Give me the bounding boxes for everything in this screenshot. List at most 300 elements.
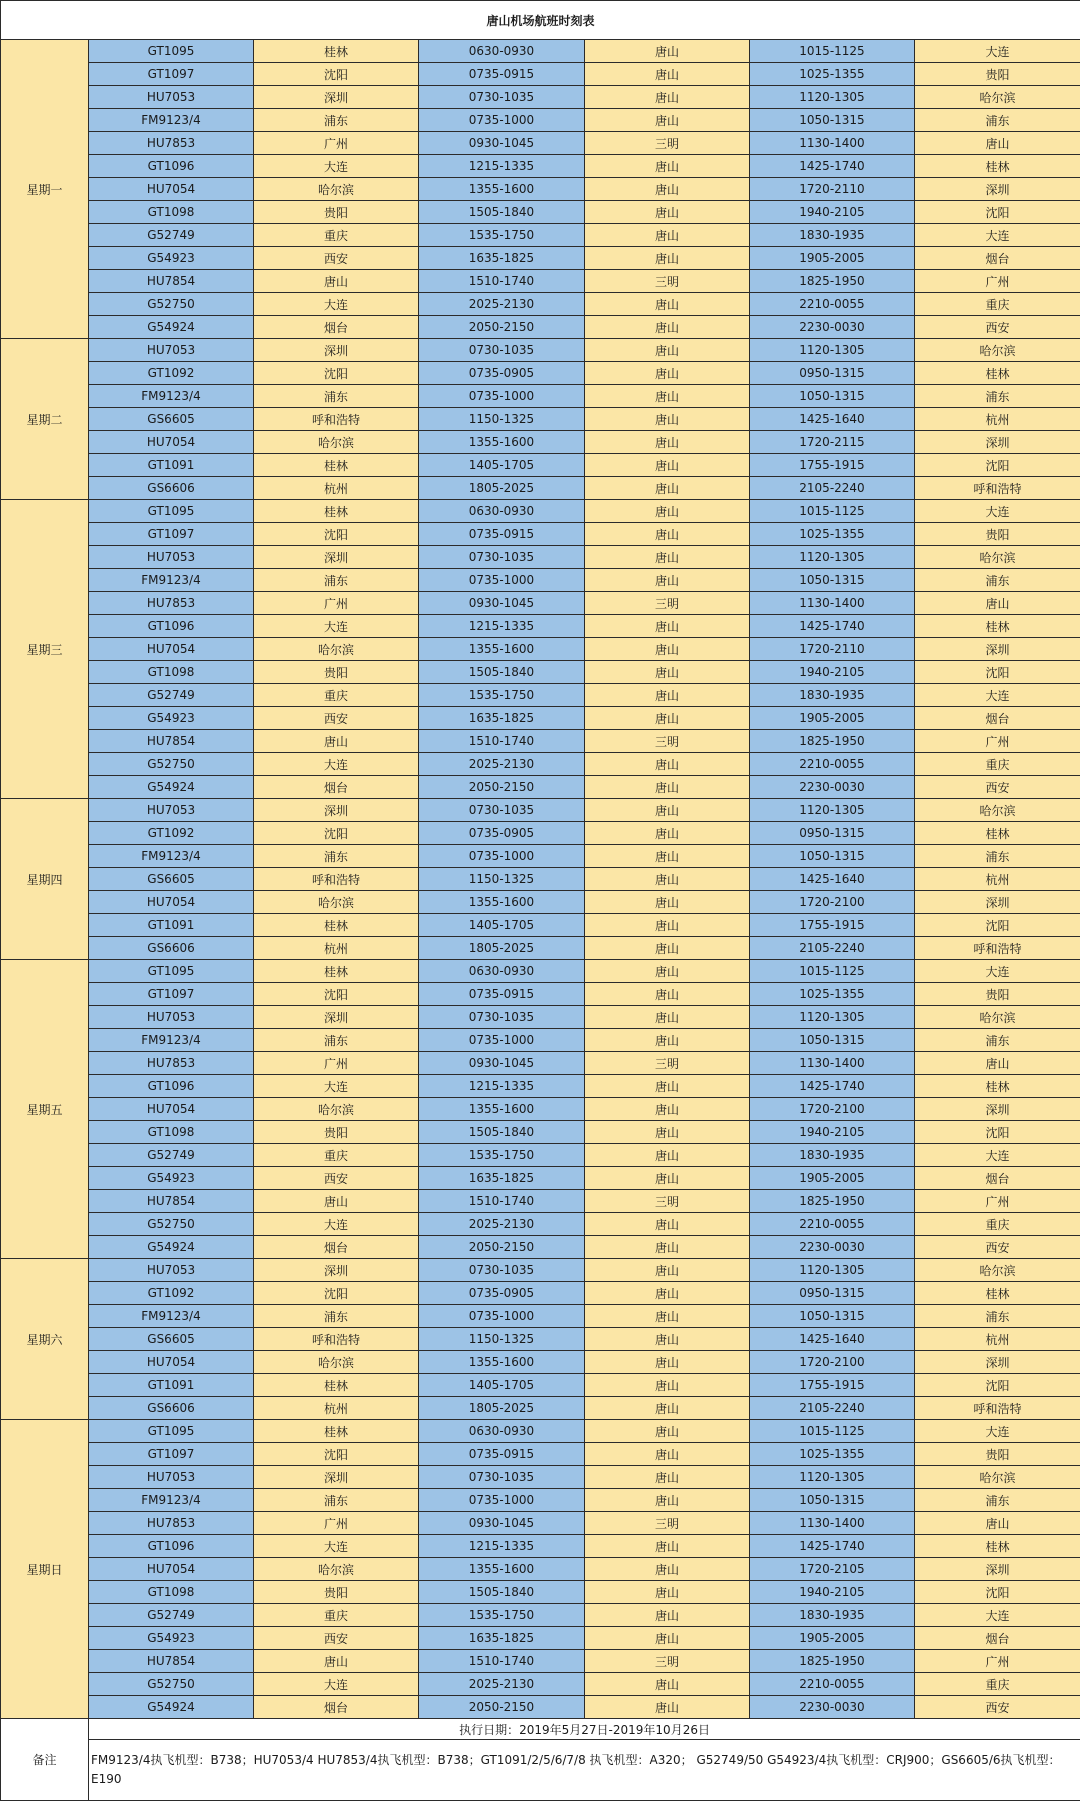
origin-cell: 西安 xyxy=(254,1167,419,1190)
stop-cell: 唐山 xyxy=(585,1351,750,1374)
flight-number-cell: GT1098 xyxy=(89,1121,254,1144)
arrival-time-cell: 1825-1950 xyxy=(750,270,915,293)
destination-cell: 深圳 xyxy=(915,1351,1080,1374)
departure-time-cell: 0735-1000 xyxy=(419,845,585,868)
stop-cell: 三明 xyxy=(585,1650,750,1673)
destination-cell: 广州 xyxy=(915,1650,1080,1673)
departure-time-cell: 0730-1035 xyxy=(419,1259,585,1282)
destination-cell: 杭州 xyxy=(915,868,1080,891)
flight-row xyxy=(1,247,1080,270)
flight-number-cell: G52749 xyxy=(89,684,254,707)
flight-number-cell: GT1097 xyxy=(89,63,254,86)
departure-time-cell: 1505-1840 xyxy=(419,201,585,224)
origin-cell: 深圳 xyxy=(254,1466,419,1489)
stop-cell: 唐山 xyxy=(585,1374,750,1397)
destination-cell: 唐山 xyxy=(915,592,1080,615)
departure-time-cell: 1405-1705 xyxy=(419,454,585,477)
stop-cell: 唐山 xyxy=(585,293,750,316)
flight-row xyxy=(1,1627,1080,1650)
departure-time-cell: 1510-1740 xyxy=(419,270,585,293)
departure-time-cell: 0735-1000 xyxy=(419,569,585,592)
destination-cell: 桂林 xyxy=(915,1282,1080,1305)
flight-number-cell: HU7054 xyxy=(89,891,254,914)
stop-cell: 唐山 xyxy=(585,845,750,868)
flight-row xyxy=(1,1052,1080,1075)
arrival-time-cell: 1050-1315 xyxy=(750,569,915,592)
departure-time-cell: 0930-1045 xyxy=(419,592,585,615)
destination-cell: 贵阳 xyxy=(915,523,1080,546)
flight-number-cell: GT1098 xyxy=(89,201,254,224)
departure-time-cell: 1510-1740 xyxy=(419,730,585,753)
origin-cell: 沈阳 xyxy=(254,63,419,86)
origin-cell: 桂林 xyxy=(254,454,419,477)
arrival-time-cell: 1130-1400 xyxy=(750,1052,915,1075)
destination-cell: 西安 xyxy=(915,1696,1080,1719)
origin-cell: 烟台 xyxy=(254,1696,419,1719)
flight-row xyxy=(1,1098,1080,1121)
arrival-time-cell: 1050-1315 xyxy=(750,1029,915,1052)
origin-cell: 沈阳 xyxy=(254,362,419,385)
stop-cell: 唐山 xyxy=(585,1420,750,1443)
effective-date-line: 执行日期：2019年5月27日-2019年10月26日 xyxy=(89,1719,1080,1740)
flight-row xyxy=(1,270,1080,293)
flight-row xyxy=(1,1604,1080,1627)
flight-row xyxy=(1,1512,1080,1535)
arrival-time-cell: 1830-1935 xyxy=(750,224,915,247)
destination-cell: 哈尔滨 xyxy=(915,546,1080,569)
stop-cell: 唐山 xyxy=(585,799,750,822)
arrival-time-cell: 1120-1305 xyxy=(750,1466,915,1489)
arrival-time-cell: 1425-1640 xyxy=(750,1328,915,1351)
departure-time-cell: 1405-1705 xyxy=(419,914,585,937)
destination-cell: 烟台 xyxy=(915,1627,1080,1650)
flight-number-cell: G52750 xyxy=(89,293,254,316)
flight-row xyxy=(1,1305,1080,1328)
flight-number-cell: GT1091 xyxy=(89,454,254,477)
departure-time-cell: 1635-1825 xyxy=(419,707,585,730)
flight-row xyxy=(1,615,1080,638)
stop-cell: 唐山 xyxy=(585,109,750,132)
departure-time-cell: 0730-1035 xyxy=(419,546,585,569)
flight-row xyxy=(1,1397,1080,1420)
arrival-time-cell: 1120-1305 xyxy=(750,339,915,362)
flight-row xyxy=(1,1144,1080,1167)
flight-row xyxy=(1,431,1080,454)
departure-time-cell: 1215-1335 xyxy=(419,1075,585,1098)
flight-row xyxy=(1,546,1080,569)
flight-number-cell: GT1095 xyxy=(89,1420,254,1443)
stop-cell: 唐山 xyxy=(585,477,750,500)
arrival-time-cell: 1905-2005 xyxy=(750,247,915,270)
weekday-label: 星期一 xyxy=(1,40,89,339)
origin-cell: 浦东 xyxy=(254,109,419,132)
flight-number-cell: GS6605 xyxy=(89,408,254,431)
stop-cell: 唐山 xyxy=(585,247,750,270)
arrival-time-cell: 1905-2005 xyxy=(750,707,915,730)
flight-row xyxy=(1,1075,1080,1098)
destination-cell: 沈阳 xyxy=(915,201,1080,224)
flight-number-cell: G54923 xyxy=(89,707,254,730)
arrival-time-cell: 1425-1740 xyxy=(750,615,915,638)
flight-row xyxy=(1,1374,1080,1397)
departure-time-cell: 0930-1045 xyxy=(419,1512,585,1535)
arrival-time-cell: 1755-1915 xyxy=(750,1374,915,1397)
arrival-time-cell: 1940-2105 xyxy=(750,201,915,224)
arrival-time-cell: 1025-1355 xyxy=(750,1443,915,1466)
origin-cell: 贵阳 xyxy=(254,201,419,224)
destination-cell: 重庆 xyxy=(915,293,1080,316)
flight-row xyxy=(1,63,1080,86)
departure-time-cell: 1355-1600 xyxy=(419,1351,585,1374)
departure-time-cell: 2050-2150 xyxy=(419,1236,585,1259)
stop-cell: 唐山 xyxy=(585,983,750,1006)
destination-cell: 大连 xyxy=(915,684,1080,707)
departure-time-cell: 1635-1825 xyxy=(419,1627,585,1650)
arrival-time-cell: 1120-1305 xyxy=(750,86,915,109)
origin-cell: 烟台 xyxy=(254,776,419,799)
departure-time-cell: 0730-1035 xyxy=(419,1466,585,1489)
arrival-time-cell: 1755-1915 xyxy=(750,914,915,937)
flight-number-cell: FM9123/4 xyxy=(89,845,254,868)
origin-cell: 大连 xyxy=(254,753,419,776)
arrival-time-cell: 1830-1935 xyxy=(750,1144,915,1167)
flight-row xyxy=(1,569,1080,592)
arrival-time-cell: 1755-1915 xyxy=(750,454,915,477)
origin-cell: 浦东 xyxy=(254,1489,419,1512)
flight-row xyxy=(1,983,1080,1006)
destination-cell: 贵阳 xyxy=(915,983,1080,1006)
origin-cell: 重庆 xyxy=(254,684,419,707)
flight-row xyxy=(1,408,1080,431)
destination-cell: 贵阳 xyxy=(915,1443,1080,1466)
flight-row xyxy=(1,1420,1080,1443)
origin-cell: 浦东 xyxy=(254,845,419,868)
stop-cell: 三明 xyxy=(585,270,750,293)
flight-row xyxy=(1,822,1080,845)
origin-cell: 沈阳 xyxy=(254,1282,419,1305)
flight-row xyxy=(1,730,1080,753)
flight-number-cell: FM9123/4 xyxy=(89,569,254,592)
origin-cell: 大连 xyxy=(254,155,419,178)
origin-cell: 大连 xyxy=(254,1075,419,1098)
flight-number-cell: GS6605 xyxy=(89,1328,254,1351)
stop-cell: 唐山 xyxy=(585,1121,750,1144)
origin-cell: 桂林 xyxy=(254,40,419,63)
departure-time-cell: 1355-1600 xyxy=(419,178,585,201)
destination-cell: 呼和浩特 xyxy=(915,477,1080,500)
destination-cell: 重庆 xyxy=(915,1213,1080,1236)
origin-cell: 唐山 xyxy=(254,1650,419,1673)
departure-time-cell: 1510-1740 xyxy=(419,1650,585,1673)
departure-time-cell: 1510-1740 xyxy=(419,1190,585,1213)
departure-time-cell: 0630-0930 xyxy=(419,40,585,63)
flight-number-cell: GT1098 xyxy=(89,1581,254,1604)
origin-cell: 大连 xyxy=(254,1535,419,1558)
flight-row xyxy=(1,339,1080,362)
departure-time-cell: 1535-1750 xyxy=(419,1604,585,1627)
destination-cell: 桂林 xyxy=(915,1535,1080,1558)
departure-time-cell: 0630-0930 xyxy=(419,500,585,523)
stop-cell: 唐山 xyxy=(585,178,750,201)
origin-cell: 深圳 xyxy=(254,546,419,569)
origin-cell: 桂林 xyxy=(254,500,419,523)
destination-cell: 深圳 xyxy=(915,431,1080,454)
arrival-time-cell: 2105-2240 xyxy=(750,937,915,960)
destination-cell: 哈尔滨 xyxy=(915,86,1080,109)
flight-row xyxy=(1,592,1080,615)
flight-row xyxy=(1,684,1080,707)
arrival-time-cell: 1130-1400 xyxy=(750,132,915,155)
destination-cell: 哈尔滨 xyxy=(915,339,1080,362)
origin-cell: 杭州 xyxy=(254,937,419,960)
departure-time-cell: 1215-1335 xyxy=(419,155,585,178)
flight-row xyxy=(1,1351,1080,1374)
origin-cell: 浦东 xyxy=(254,569,419,592)
stop-cell: 唐山 xyxy=(585,1558,750,1581)
destination-cell: 唐山 xyxy=(915,1052,1080,1075)
flight-number-cell: HU7053 xyxy=(89,546,254,569)
stop-cell: 唐山 xyxy=(585,1489,750,1512)
flight-number-cell: GT1096 xyxy=(89,615,254,638)
departure-time-cell: 0735-1000 xyxy=(419,1489,585,1512)
origin-cell: 浦东 xyxy=(254,1305,419,1328)
flight-row xyxy=(1,799,1080,822)
departure-time-cell: 0730-1035 xyxy=(419,799,585,822)
stop-cell: 唐山 xyxy=(585,638,750,661)
flight-number-cell: HU7854 xyxy=(89,730,254,753)
destination-cell: 西安 xyxy=(915,776,1080,799)
origin-cell: 贵阳 xyxy=(254,1121,419,1144)
origin-cell: 杭州 xyxy=(254,1397,419,1420)
stop-cell: 唐山 xyxy=(585,1167,750,1190)
flight-row xyxy=(1,1190,1080,1213)
origin-cell: 贵阳 xyxy=(254,661,419,684)
flight-row xyxy=(1,1121,1080,1144)
flight-row xyxy=(1,224,1080,247)
stop-cell: 唐山 xyxy=(585,1236,750,1259)
departure-time-cell: 1805-2025 xyxy=(419,477,585,500)
stop-cell: 唐山 xyxy=(585,86,750,109)
stop-cell: 唐山 xyxy=(585,316,750,339)
origin-cell: 哈尔滨 xyxy=(254,1351,419,1374)
departure-time-cell: 1150-1325 xyxy=(419,868,585,891)
stop-cell: 唐山 xyxy=(585,1535,750,1558)
departure-time-cell: 0735-0915 xyxy=(419,1443,585,1466)
destination-cell: 哈尔滨 xyxy=(915,1259,1080,1282)
arrival-time-cell: 2230-0030 xyxy=(750,1236,915,1259)
destination-cell: 沈阳 xyxy=(915,1374,1080,1397)
destination-cell: 广州 xyxy=(915,1190,1080,1213)
departure-time-cell: 1805-2025 xyxy=(419,1397,585,1420)
stop-cell: 唐山 xyxy=(585,1696,750,1719)
arrival-time-cell: 1025-1355 xyxy=(750,983,915,1006)
arrival-time-cell: 1015-1125 xyxy=(750,500,915,523)
arrival-time-cell: 2210-0055 xyxy=(750,753,915,776)
stop-cell: 唐山 xyxy=(585,1282,750,1305)
flight-number-cell: HU7853 xyxy=(89,1512,254,1535)
stop-cell: 唐山 xyxy=(585,1466,750,1489)
destination-cell: 大连 xyxy=(915,224,1080,247)
flight-number-cell: HU7054 xyxy=(89,1351,254,1374)
destination-cell: 贵阳 xyxy=(915,63,1080,86)
destination-cell: 西安 xyxy=(915,1236,1080,1259)
flight-number-cell: HU7053 xyxy=(89,1466,254,1489)
stop-cell: 唐山 xyxy=(585,155,750,178)
destination-cell: 烟台 xyxy=(915,707,1080,730)
stop-cell: 唐山 xyxy=(585,1305,750,1328)
departure-time-cell: 1535-1750 xyxy=(419,224,585,247)
flight-row xyxy=(1,638,1080,661)
flight-row xyxy=(1,1673,1080,1696)
flight-number-cell: GT1091 xyxy=(89,914,254,937)
flight-row xyxy=(1,132,1080,155)
flight-number-cell: G52750 xyxy=(89,753,254,776)
origin-cell: 杭州 xyxy=(254,477,419,500)
destination-cell: 大连 xyxy=(915,500,1080,523)
flight-row xyxy=(1,155,1080,178)
arrival-time-cell: 2210-0055 xyxy=(750,1213,915,1236)
arrival-time-cell: 1905-2005 xyxy=(750,1627,915,1650)
departure-time-cell: 0930-1045 xyxy=(419,1052,585,1075)
departure-time-cell: 0730-1035 xyxy=(419,339,585,362)
origin-cell: 浦东 xyxy=(254,385,419,408)
origin-cell: 大连 xyxy=(254,1213,419,1236)
arrival-time-cell: 1720-2110 xyxy=(750,178,915,201)
stop-cell: 唐山 xyxy=(585,1328,750,1351)
flight-number-cell: GT1095 xyxy=(89,960,254,983)
flight-number-cell: FM9123/4 xyxy=(89,1029,254,1052)
flight-row xyxy=(1,1558,1080,1581)
stop-cell: 唐山 xyxy=(585,1581,750,1604)
origin-cell: 沈阳 xyxy=(254,523,419,546)
destination-cell: 浦东 xyxy=(915,385,1080,408)
departure-time-cell: 1355-1600 xyxy=(419,1558,585,1581)
flight-number-cell: HU7053 xyxy=(89,1259,254,1282)
arrival-time-cell: 1025-1355 xyxy=(750,63,915,86)
flight-row xyxy=(1,661,1080,684)
arrival-time-cell: 1720-2105 xyxy=(750,1558,915,1581)
origin-cell: 呼和浩特 xyxy=(254,1328,419,1351)
arrival-time-cell: 1720-2115 xyxy=(750,431,915,454)
arrival-time-cell: 1425-1640 xyxy=(750,408,915,431)
departure-time-cell: 1355-1600 xyxy=(419,891,585,914)
departure-time-cell: 1215-1335 xyxy=(419,1535,585,1558)
stop-cell: 唐山 xyxy=(585,454,750,477)
stop-cell: 唐山 xyxy=(585,822,750,845)
arrival-time-cell: 1050-1315 xyxy=(750,1305,915,1328)
departure-time-cell: 0735-0905 xyxy=(419,362,585,385)
destination-cell: 沈阳 xyxy=(915,914,1080,937)
flight-number-cell: GT1097 xyxy=(89,1443,254,1466)
departure-time-cell: 1355-1600 xyxy=(419,638,585,661)
arrival-time-cell: 1015-1125 xyxy=(750,1420,915,1443)
flight-number-cell: HU7054 xyxy=(89,431,254,454)
arrival-time-cell: 1940-2105 xyxy=(750,661,915,684)
origin-cell: 贵阳 xyxy=(254,1581,419,1604)
aircraft-type-notes: FM9123/4执飞机型：B738；HU7053/4 HU7853/4执飞机型：B738；GT1091/2/5/6/7/8 执飞机型：A320； G52749/50 G54923/4执飞机型：CRJ900；GS6605/6执飞机型：E190 xyxy=(89,1740,1080,1801)
flight-number-cell: G52750 xyxy=(89,1213,254,1236)
destination-cell: 桂林 xyxy=(915,155,1080,178)
origin-cell: 唐山 xyxy=(254,1190,419,1213)
destination-cell: 浦东 xyxy=(915,1305,1080,1328)
departure-time-cell: 2025-2130 xyxy=(419,1213,585,1236)
destination-cell: 唐山 xyxy=(915,1512,1080,1535)
destination-cell: 沈阳 xyxy=(915,1121,1080,1144)
flight-number-cell: HU7054 xyxy=(89,1098,254,1121)
departure-time-cell: 1150-1325 xyxy=(419,1328,585,1351)
flight-row xyxy=(1,1328,1080,1351)
departure-time-cell: 1505-1840 xyxy=(419,1121,585,1144)
stop-cell: 唐山 xyxy=(585,1075,750,1098)
stop-cell: 唐山 xyxy=(585,661,750,684)
flight-number-cell: G52750 xyxy=(89,1673,254,1696)
flight-row xyxy=(1,477,1080,500)
destination-cell: 广州 xyxy=(915,270,1080,293)
flight-row xyxy=(1,937,1080,960)
stop-cell: 唐山 xyxy=(585,40,750,63)
flight-row xyxy=(1,109,1080,132)
origin-cell: 桂林 xyxy=(254,1420,419,1443)
flight-row xyxy=(1,1259,1080,1282)
destination-cell: 浦东 xyxy=(915,569,1080,592)
arrival-time-cell: 2105-2240 xyxy=(750,1397,915,1420)
origin-cell: 深圳 xyxy=(254,1006,419,1029)
departure-time-cell: 0630-0930 xyxy=(419,960,585,983)
stop-cell: 唐山 xyxy=(585,707,750,730)
origin-cell: 沈阳 xyxy=(254,983,419,1006)
flight-number-cell: HU7854 xyxy=(89,270,254,293)
flight-row xyxy=(1,845,1080,868)
stop-cell: 唐山 xyxy=(585,776,750,799)
stop-cell: 唐山 xyxy=(585,960,750,983)
arrival-time-cell: 1830-1935 xyxy=(750,1604,915,1627)
departure-time-cell: 2025-2130 xyxy=(419,753,585,776)
flight-row xyxy=(1,753,1080,776)
origin-cell: 烟台 xyxy=(254,316,419,339)
stop-cell: 唐山 xyxy=(585,1213,750,1236)
weekday-label: 星期五 xyxy=(1,960,89,1259)
stop-cell: 唐山 xyxy=(585,1259,750,1282)
arrival-time-cell: 2210-0055 xyxy=(750,293,915,316)
arrival-time-cell: 1720-2100 xyxy=(750,1098,915,1121)
destination-cell: 大连 xyxy=(915,960,1080,983)
flight-row xyxy=(1,1006,1080,1029)
destination-cell: 哈尔滨 xyxy=(915,799,1080,822)
flight-row xyxy=(1,960,1080,983)
arrival-time-cell: 1120-1305 xyxy=(750,1006,915,1029)
destination-cell: 大连 xyxy=(915,1604,1080,1627)
destination-cell: 重庆 xyxy=(915,753,1080,776)
stop-cell: 唐山 xyxy=(585,753,750,776)
stop-cell: 唐山 xyxy=(585,914,750,937)
destination-cell: 浦东 xyxy=(915,109,1080,132)
destination-cell: 杭州 xyxy=(915,1328,1080,1351)
flight-row xyxy=(1,1167,1080,1190)
origin-cell: 西安 xyxy=(254,1627,419,1650)
flight-number-cell: G54923 xyxy=(89,1167,254,1190)
arrival-time-cell: 1130-1400 xyxy=(750,592,915,615)
destination-cell: 沈阳 xyxy=(915,1581,1080,1604)
departure-time-cell: 0735-1000 xyxy=(419,1029,585,1052)
departure-time-cell: 1635-1825 xyxy=(419,1167,585,1190)
arrival-time-cell: 2230-0030 xyxy=(750,316,915,339)
flight-number-cell: HU7054 xyxy=(89,178,254,201)
stop-cell: 唐山 xyxy=(585,362,750,385)
stop-cell: 唐山 xyxy=(585,63,750,86)
stop-cell: 唐山 xyxy=(585,937,750,960)
flight-row xyxy=(1,707,1080,730)
stop-cell: 唐山 xyxy=(585,1144,750,1167)
